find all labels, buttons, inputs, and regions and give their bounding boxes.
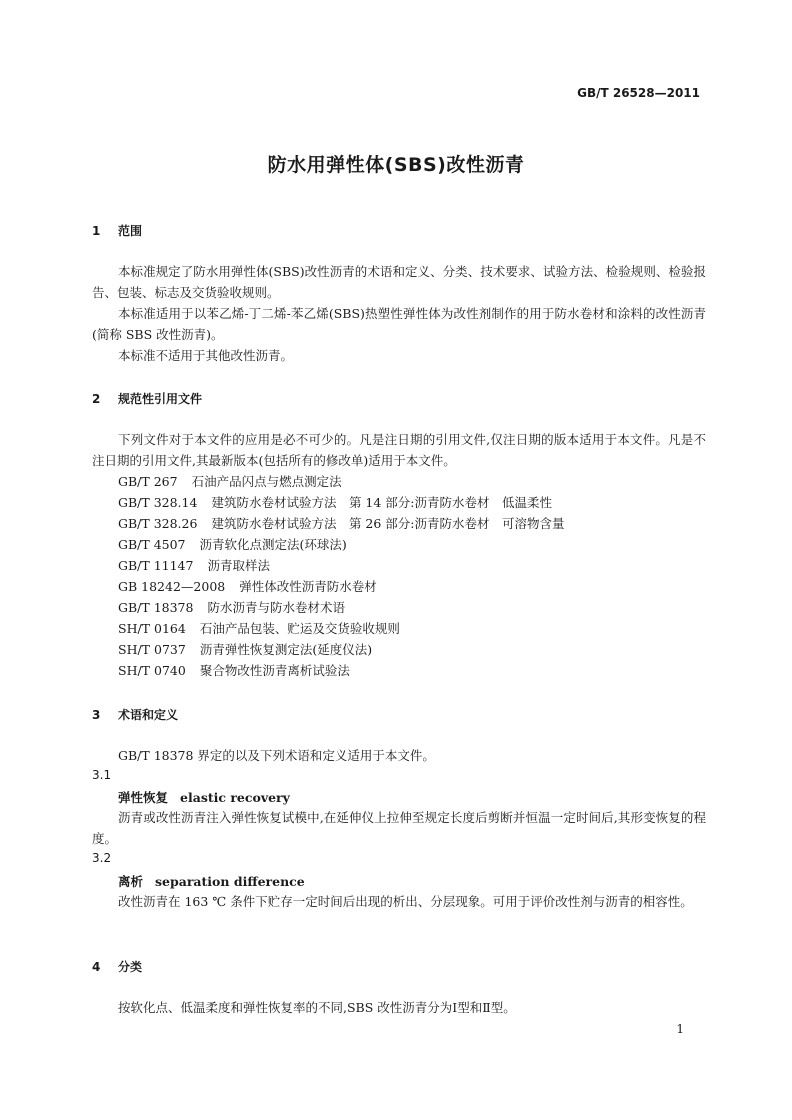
reference-code: SH/T 0737 <box>118 642 186 657</box>
reference-title: 建筑防水卷材试验方法 第 26 部分:沥青防水卷材 可溶物含量 <box>211 516 565 531</box>
reference-code: GB 18242—2008 <box>118 579 226 594</box>
reference-title: 弹性体改性沥青防水卷材 <box>239 579 377 594</box>
reference-code: SH/T 0740 <box>118 663 186 678</box>
reference-code: GB/T 18378 <box>118 600 194 615</box>
section-3-heading <box>92 706 178 723</box>
section-1-heading <box>92 222 142 239</box>
reference-item <box>118 513 565 534</box>
section-1-paragraph-2: 本标准适用于以苯乙烯-丁二烯-苯乙烯(SBS)热塑性弹性体为改性剂制作的用于防水卷材和涂料的改性沥青(简称 SBS 改性沥青)。 <box>92 306 706 342</box>
reference-code: SH/T 0164 <box>118 621 186 636</box>
term-definition: 改性沥青在 163 ℃ 条件下贮存一定时间后出现的析出、分层现象。可用于评价改性剂与沥青的相容性。 <box>118 894 693 909</box>
term-number: 3.1 <box>92 768 112 782</box>
standard-code: GB/T 26528—2011 <box>577 86 700 100</box>
reference-item <box>118 639 372 660</box>
term-chinese: 离析 <box>118 874 144 889</box>
reference-code: GB/T 267 <box>118 474 178 489</box>
reference-item <box>118 471 342 492</box>
term-definition: 沥青或改性沥青注入弹性恢复试模中,在延伸仪上拉伸至规定长度后剪断并恒温一定时间后,其形变恢复的程度。 <box>92 810 706 846</box>
reference-item <box>118 597 345 618</box>
reference-item <box>118 618 400 639</box>
reference-title: 沥青弹性恢复测定法(延度仪法) <box>199 642 373 657</box>
section-3-intro: GB/T 18378 界定的以及下列术语和定义适用于本文件。 <box>118 748 435 763</box>
section-number: 1 <box>92 224 101 238</box>
section-4-paragraph-1: 按软化点、低温柔度和弹性恢复率的不同,SBS 改性沥青分为Ⅰ型和Ⅱ型。 <box>118 1000 516 1015</box>
section-2-heading <box>92 390 202 407</box>
reference-item <box>118 660 350 681</box>
section-number: 4 <box>92 960 101 974</box>
term-heading <box>118 788 290 806</box>
reference-title: 聚合物改性沥青离析试验法 <box>199 663 350 678</box>
section-title: 范围 <box>118 224 143 238</box>
term-number: 3.2 <box>92 851 112 865</box>
reference-code: GB/T 4507 <box>118 537 186 552</box>
term-heading <box>118 872 305 890</box>
reference-title: 沥青取样法 <box>207 558 270 573</box>
reference-item <box>118 534 347 555</box>
reference-code: GB/T 328.26 <box>118 516 198 531</box>
term-english: elastic recovery <box>180 790 290 805</box>
reference-code: GB/T 11147 <box>118 558 194 573</box>
reference-item <box>118 555 270 576</box>
section-number: 2 <box>92 392 101 406</box>
section-number: 3 <box>92 708 101 722</box>
term-chinese: 弹性恢复 <box>118 790 169 805</box>
section-title: 分类 <box>118 960 143 974</box>
reference-item <box>118 492 552 513</box>
section-4-heading <box>92 958 142 975</box>
reference-title: 防水沥青与防水卷材术语 <box>207 600 345 615</box>
document-title: 防水用弹性体(SBS)改性沥青 <box>267 154 525 176</box>
reference-title: 石油产品闪点与燃点测定法 <box>191 474 342 489</box>
section-2-intro: 下列文件对于本文件的应用是必不可少的。凡是注日期的引用文件,仅注日期的版本适用于本文件。凡是不注日期的引用文件,其最新版本(包括所有的修改单)适用于本文件。 <box>92 432 706 468</box>
section-1-paragraph-1: 本标准规定了防水用弹性体(SBS)改性沥青的术语和定义、分类、技术要求、试验方法、检验规则、检验报告、包装、标志及交货验收规则。 <box>92 264 706 300</box>
section-title: 规范性引用文件 <box>118 392 203 406</box>
reference-item <box>118 576 377 597</box>
term-english: separation difference <box>155 874 305 889</box>
reference-title: 沥青软化点测定法(环球法) <box>199 537 347 552</box>
reference-title: 建筑防水卷材试验方法 第 14 部分:沥青防水卷材 低温柔性 <box>211 495 553 510</box>
section-title: 术语和定义 <box>118 708 179 722</box>
reference-code: GB/T 328.14 <box>118 495 198 510</box>
page-number: 1 <box>676 1022 684 1036</box>
section-1-paragraph-3: 本标准不适用于其他改性沥青。 <box>118 348 294 363</box>
reference-title: 石油产品包装、贮运及交货验收规则 <box>199 621 400 636</box>
